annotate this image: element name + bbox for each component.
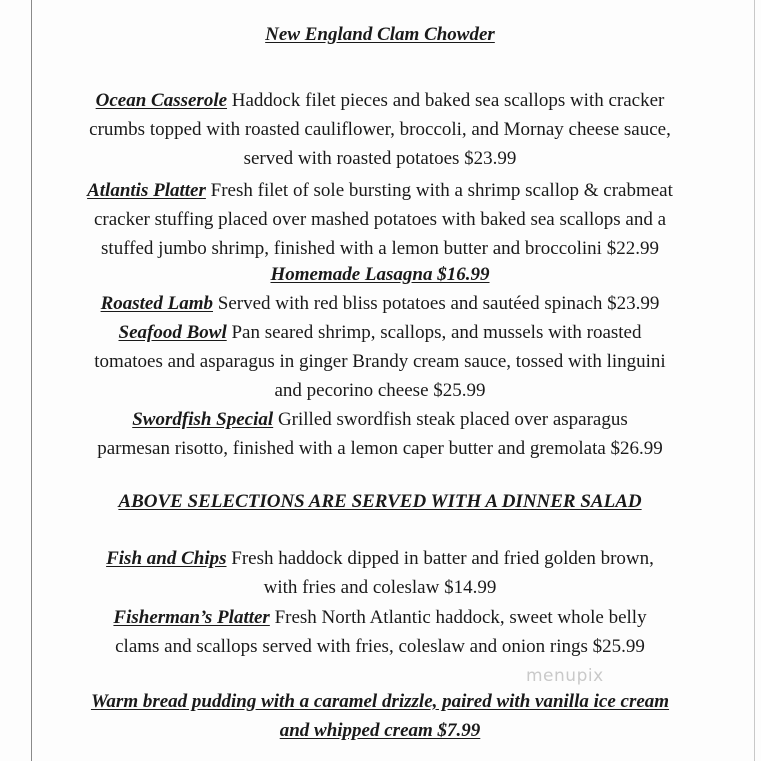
menu-item-homemade-lasagna [40,260,720,289]
menu-item-atlantis-platter [40,176,720,263]
page-right-edge [754,0,755,761]
dessert-line: Warm bread pudding with a caramel drizzle, paired with vanilla ice cream [90,691,670,712]
item-name: Fisherman’s Platter [113,607,270,628]
item-description: crumbs topped with roasted cauliflower, broccoli, and Mornay cheese sauce, [89,119,671,140]
item-description: parmesan risotto, finished with a lemon caper butter and gremolata $26.99 [97,438,663,459]
item-description: Pan seared shrimp, scallops, and mussels with roasted [231,322,642,343]
menu-item-fish-and-chips [40,544,720,602]
item-name: Roasted Lamb [100,293,213,314]
item-description: cracker stuffing placed over mashed potatoes with baked sea scallops and a [93,209,667,230]
item-description: Served with red bliss potatoes and sautéed spinach $23.99 [217,293,660,314]
item-description: Haddock filet pieces and baked sea scallops with cracker [231,90,665,111]
page-left-edge [31,0,32,761]
item-description: Grilled swordfish steak placed over asparagus [277,409,628,430]
menu-item-swordfish-special [40,405,720,463]
item-description: with fries and coleslaw $14.99 [263,577,497,598]
item-name: Fish and Chips [106,548,227,569]
dessert-line: and whipped cream $7.99 [279,720,481,741]
item-description: Fresh filet of sole bursting with a shrimp scallop & crabmeat [210,180,673,201]
item-description: Fresh North Atlantic haddock, sweet whole belly [274,607,647,628]
salad-notice: ABOVE SELECTIONS ARE SERVED WITH A DINNER SALAD [118,491,642,512]
item-description: Fresh haddock dipped in batter and fried golden brown, [231,548,654,569]
item-name: Seafood Bowl [118,322,227,343]
menu-item-ocean-casserole [40,86,720,173]
item-description: served with roasted potatoes $23.99 [243,148,517,169]
item-description: clams and scallops served with fries, coleslaw and onion rings $25.99 [115,636,645,657]
item-name: Homemade Lasagna $16.99 [270,264,490,285]
menu-item-seafood-bowl [40,318,720,405]
watermark: menupix [526,666,604,686]
menu-item-dessert [40,687,720,745]
menu-item-roasted-lamb [40,289,720,318]
item-description: and pecorino cheese $25.99 [274,380,486,401]
item-description: stuffed jumbo shrimp, finished with a lemon butter and broccolini $22.99 [101,238,659,259]
item-description: tomatoes and asparagus in ginger Brandy cream sauce, tossed with linguini [94,351,666,372]
soup-heading: New England Clam Chowder [265,24,495,45]
item-name: Swordfish Special [132,409,274,430]
item-name: Ocean Casserole [95,90,228,111]
item-name: Atlantis Platter [87,180,206,201]
menu-item-fishermans-platter [40,603,720,661]
